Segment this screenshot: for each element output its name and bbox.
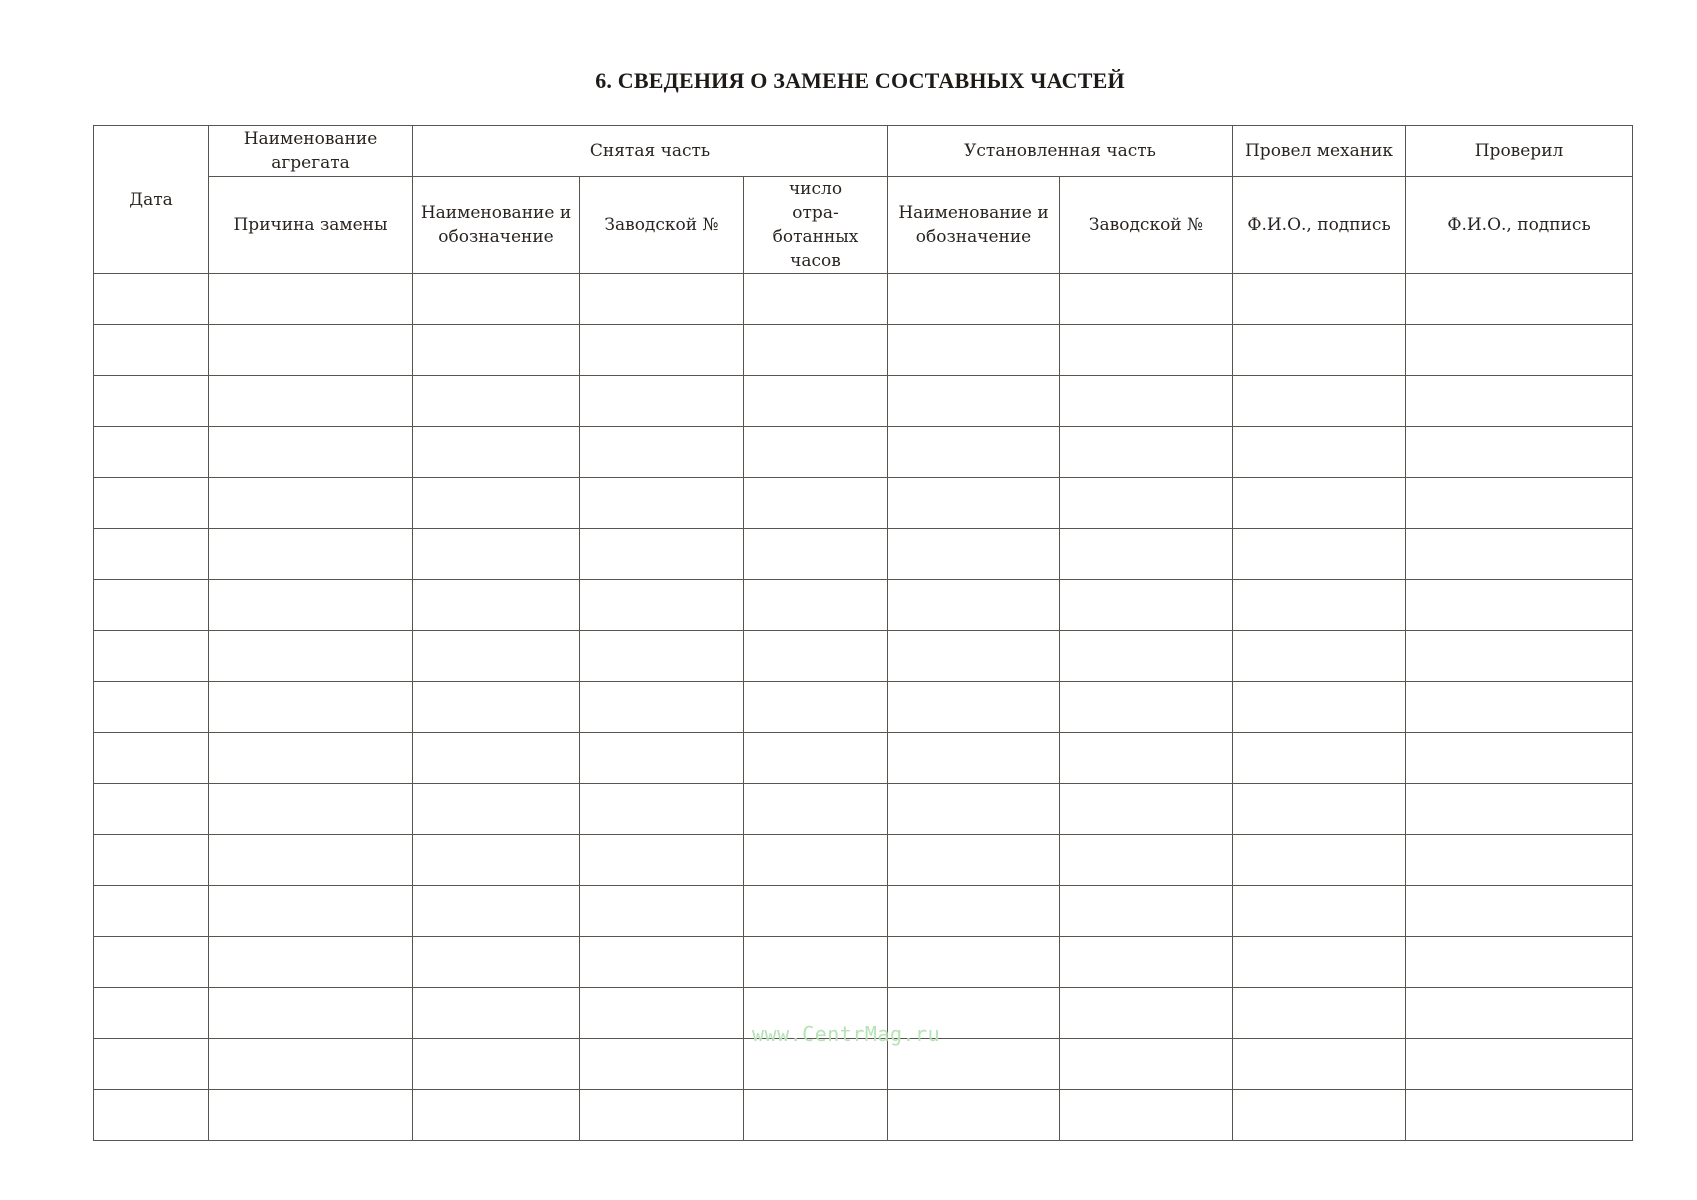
table-cell[interactable]	[888, 631, 1060, 682]
table-cell[interactable]	[1233, 733, 1406, 784]
table-cell[interactable]	[413, 478, 580, 529]
table-row	[94, 631, 1633, 682]
table-cell[interactable]	[580, 682, 744, 733]
table-cell[interactable]	[1060, 631, 1233, 682]
table-cell[interactable]	[1060, 988, 1233, 1039]
table-cell[interactable]	[94, 274, 209, 325]
table-cell[interactable]	[744, 274, 888, 325]
header-removed-name: Наименование и обозначение	[413, 177, 580, 274]
table-cell[interactable]	[94, 631, 209, 682]
table-cell[interactable]	[744, 376, 888, 427]
table-cell[interactable]	[209, 478, 413, 529]
table-row	[94, 478, 1633, 529]
table-row	[94, 1090, 1633, 1141]
table-cell[interactable]	[94, 529, 209, 580]
table-cell[interactable]	[1060, 478, 1233, 529]
table-cell[interactable]	[209, 325, 413, 376]
table-cell[interactable]	[888, 325, 1060, 376]
table-cell[interactable]	[94, 580, 209, 631]
table-cell[interactable]	[888, 682, 1060, 733]
table-cell[interactable]	[888, 376, 1060, 427]
table-cell[interactable]	[209, 886, 413, 937]
table-cell[interactable]	[1233, 886, 1406, 937]
header-removed-hours: число отра-ботанных часов	[744, 177, 888, 274]
table-cell[interactable]	[413, 784, 580, 835]
table-cell[interactable]	[209, 376, 413, 427]
table-cell[interactable]	[209, 784, 413, 835]
table-cell[interactable]	[1233, 529, 1406, 580]
table-cell[interactable]	[744, 733, 888, 784]
table-cell[interactable]	[1060, 376, 1233, 427]
table-cell[interactable]	[1406, 682, 1633, 733]
table-cell[interactable]	[744, 835, 888, 886]
table-cell[interactable]	[1406, 1090, 1633, 1141]
table-cell[interactable]	[580, 835, 744, 886]
table-cell[interactable]	[1406, 733, 1633, 784]
table-cell[interactable]	[94, 1090, 209, 1141]
table-row	[94, 682, 1633, 733]
table-row	[94, 376, 1633, 427]
table-cell[interactable]	[1060, 682, 1233, 733]
table-cell[interactable]	[413, 529, 580, 580]
table-cell[interactable]	[94, 988, 209, 1039]
table-cell[interactable]	[744, 1039, 888, 1090]
table-cell[interactable]	[1060, 784, 1233, 835]
table-cell[interactable]	[94, 325, 209, 376]
table-cell[interactable]	[94, 937, 209, 988]
table-cell[interactable]	[580, 427, 744, 478]
table-cell[interactable]	[888, 835, 1060, 886]
table-cell[interactable]	[209, 427, 413, 478]
table-cell[interactable]	[1233, 427, 1406, 478]
table-cell[interactable]	[1233, 325, 1406, 376]
table-cell[interactable]	[580, 1039, 744, 1090]
table-cell[interactable]	[94, 376, 209, 427]
table-cell[interactable]	[209, 682, 413, 733]
table-cell[interactable]	[413, 376, 580, 427]
table-cell[interactable]	[888, 1039, 1060, 1090]
table-cell[interactable]	[888, 274, 1060, 325]
table-cell[interactable]	[209, 988, 413, 1039]
table-cell[interactable]	[580, 376, 744, 427]
table-cell[interactable]	[413, 274, 580, 325]
table-cell[interactable]	[1060, 886, 1233, 937]
page-title: 6. СВЕДЕНИЯ О ЗАМЕНЕ СОСТАВНЫХ ЧАСТЕЙ	[595, 68, 1125, 93]
table-cell[interactable]	[580, 886, 744, 937]
table-cell[interactable]	[209, 631, 413, 682]
table-cell[interactable]	[413, 580, 580, 631]
table-cell[interactable]	[209, 937, 413, 988]
table-cell[interactable]	[209, 835, 413, 886]
table-row	[94, 835, 1633, 886]
table-cell[interactable]	[1406, 988, 1633, 1039]
table-cell[interactable]	[580, 988, 744, 1039]
table-cell[interactable]	[580, 529, 744, 580]
table-row	[94, 427, 1633, 478]
table-cell[interactable]	[209, 1090, 413, 1141]
table-cell[interactable]	[1233, 682, 1406, 733]
table-cell[interactable]	[1406, 376, 1633, 427]
table-cell[interactable]	[94, 784, 209, 835]
table-cell[interactable]	[413, 682, 580, 733]
table-cell[interactable]	[888, 529, 1060, 580]
table-cell[interactable]	[888, 427, 1060, 478]
table-cell[interactable]	[413, 1090, 580, 1141]
header-installed-part: Установленная часть	[888, 126, 1233, 177]
table-cell[interactable]	[580, 580, 744, 631]
table-cell[interactable]	[1233, 631, 1406, 682]
header-installed-name: Наименование и обозначение	[888, 177, 1060, 274]
header-checked: Проверил	[1406, 126, 1633, 177]
table-cell[interactable]	[1406, 937, 1633, 988]
table-cell[interactable]	[1233, 1039, 1406, 1090]
table-cell[interactable]	[1233, 376, 1406, 427]
table-cell[interactable]	[209, 274, 413, 325]
table-cell[interactable]	[209, 1039, 413, 1090]
table-cell[interactable]	[744, 1090, 888, 1141]
table-cell[interactable]	[1233, 835, 1406, 886]
table-cell[interactable]	[744, 937, 888, 988]
table-cell[interactable]	[413, 427, 580, 478]
header-mechanic-sign: Ф.И.О., подпись	[1233, 177, 1406, 274]
table-cell[interactable]	[1060, 835, 1233, 886]
table-cell[interactable]	[744, 682, 888, 733]
table-cell[interactable]	[744, 631, 888, 682]
table-row	[94, 1039, 1633, 1090]
table-cell[interactable]	[744, 478, 888, 529]
table-cell[interactable]	[413, 835, 580, 886]
table-cell[interactable]	[1233, 937, 1406, 988]
replacement-log-table	[93, 125, 1633, 1141]
table-row	[94, 325, 1633, 376]
table-cell[interactable]	[94, 427, 209, 478]
table-cell[interactable]	[888, 478, 1060, 529]
header-mechanic: Провел механик	[1233, 126, 1406, 177]
table-cell[interactable]	[413, 733, 580, 784]
table-cell[interactable]	[580, 274, 744, 325]
table-cell[interactable]	[209, 580, 413, 631]
table-cell[interactable]	[888, 1090, 1060, 1141]
table-cell[interactable]	[888, 886, 1060, 937]
table-cell[interactable]	[888, 784, 1060, 835]
table-row	[94, 733, 1633, 784]
table-cell[interactable]	[1233, 580, 1406, 631]
table-cell[interactable]	[580, 733, 744, 784]
table-cell[interactable]	[94, 835, 209, 886]
table-cell[interactable]	[580, 937, 744, 988]
header-removed-part: Снятая часть	[413, 126, 888, 177]
table-cell[interactable]	[580, 478, 744, 529]
table-cell[interactable]	[1406, 835, 1633, 886]
table-cell[interactable]	[1406, 1039, 1633, 1090]
table-cell[interactable]	[1406, 886, 1633, 937]
table-cell[interactable]	[1406, 274, 1633, 325]
table-cell[interactable]	[1233, 988, 1406, 1039]
table-row	[94, 784, 1633, 835]
table-cell[interactable]	[1060, 733, 1233, 784]
table-row	[94, 937, 1633, 988]
header-row-bottom	[94, 177, 1633, 274]
table-cell[interactable]	[744, 325, 888, 376]
table-row	[94, 580, 1633, 631]
watermark: www.CentrMag.ru	[752, 1022, 941, 1046]
header-checked-sign: Ф.И.О., подпись	[1406, 177, 1633, 274]
table-cell[interactable]	[744, 784, 888, 835]
table-cell[interactable]	[888, 937, 1060, 988]
table-cell[interactable]	[94, 1039, 209, 1090]
table-cell[interactable]	[1233, 1090, 1406, 1141]
table-cell[interactable]	[1060, 427, 1233, 478]
header-row-top	[94, 126, 1633, 177]
table-cell[interactable]	[1233, 478, 1406, 529]
table-cell[interactable]	[1060, 529, 1233, 580]
table-cell[interactable]	[1060, 274, 1233, 325]
table-cell[interactable]	[1406, 529, 1633, 580]
table-cell[interactable]	[744, 580, 888, 631]
table-cell[interactable]	[888, 733, 1060, 784]
table-cell[interactable]	[1406, 427, 1633, 478]
table-cell[interactable]	[580, 631, 744, 682]
table-cell[interactable]	[1060, 1090, 1233, 1141]
table-cell[interactable]	[744, 529, 888, 580]
table-cell[interactable]	[744, 427, 888, 478]
table-cell[interactable]	[744, 886, 888, 937]
table-cell[interactable]	[413, 886, 580, 937]
table-cell[interactable]	[1233, 784, 1406, 835]
table-cell[interactable]	[1406, 784, 1633, 835]
table-cell[interactable]	[1406, 325, 1633, 376]
table-cell[interactable]	[209, 529, 413, 580]
table-row	[94, 886, 1633, 937]
table-cell[interactable]	[413, 988, 580, 1039]
table-cell[interactable]	[1406, 631, 1633, 682]
table-cell[interactable]	[1060, 1039, 1233, 1090]
table-cell[interactable]	[1406, 580, 1633, 631]
table-cell[interactable]	[1406, 478, 1633, 529]
header-installed-serial: Заводской №	[1060, 177, 1233, 274]
table-row	[94, 529, 1633, 580]
table-cell[interactable]	[94, 886, 209, 937]
table-cell[interactable]	[94, 682, 209, 733]
table-cell[interactable]	[413, 1039, 580, 1090]
header-date: Дата	[94, 126, 209, 274]
table-cell[interactable]	[209, 733, 413, 784]
table-cell[interactable]	[580, 1090, 744, 1141]
table-cell[interactable]	[94, 733, 209, 784]
table-cell[interactable]	[1233, 274, 1406, 325]
table-row	[94, 274, 1633, 325]
table-cell[interactable]	[1060, 580, 1233, 631]
table-cell[interactable]	[94, 478, 209, 529]
table-cell[interactable]	[413, 325, 580, 376]
header-unit-name: Наименование агрегата	[209, 126, 413, 177]
table-cell[interactable]	[413, 937, 580, 988]
table-cell[interactable]	[1060, 325, 1233, 376]
header-removed-serial: Заводской №	[580, 177, 744, 274]
table-cell[interactable]	[413, 631, 580, 682]
table-cell[interactable]	[580, 784, 744, 835]
table-cell[interactable]	[888, 580, 1060, 631]
header-reason: Причина замены	[209, 177, 413, 274]
table-cell[interactable]	[580, 325, 744, 376]
table-cell[interactable]	[1060, 937, 1233, 988]
